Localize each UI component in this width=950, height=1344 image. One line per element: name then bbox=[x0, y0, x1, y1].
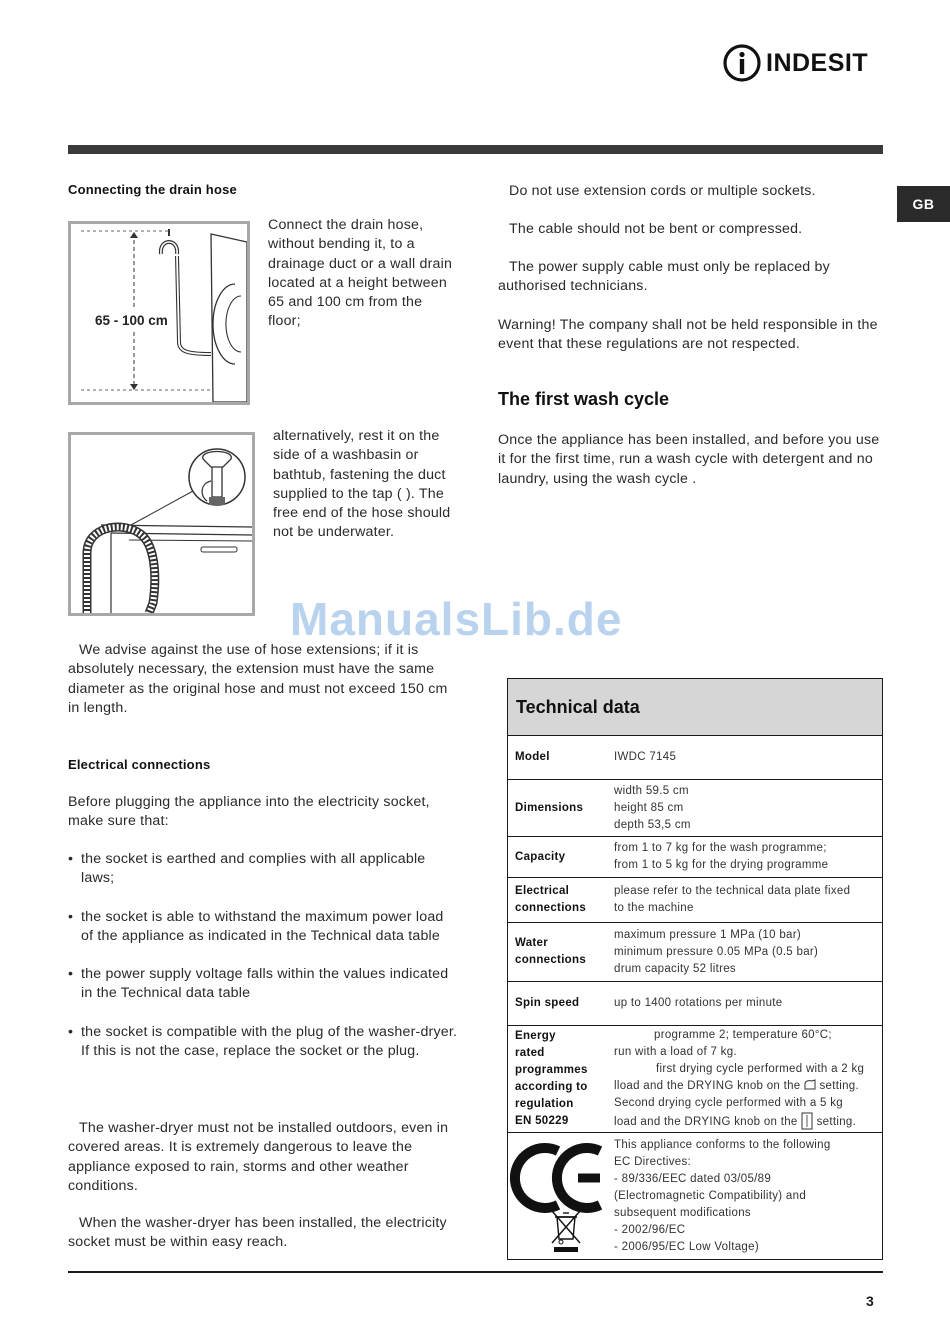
power-cable-text: The power supply cable must only be replaced by authorised technicians. bbox=[498, 259, 830, 295]
first-wash-text: Once the appliance has been installed, and before you use it for the first time, run a wash cycle with detergent and no laundry, using the wash cycle . bbox=[498, 432, 880, 487]
row-label-line: Electrical bbox=[515, 885, 570, 897]
row-label-line: Energy bbox=[515, 1030, 556, 1042]
table-row bbox=[508, 982, 882, 1026]
row-value: run with a load of 7 kg. bbox=[614, 1046, 737, 1058]
row-value: depth 53,5 cm bbox=[614, 818, 691, 831]
row-value: up to 1400 rotations per minute bbox=[614, 997, 783, 1009]
row-label bbox=[508, 1026, 608, 1132]
drain-hose-text: Connect the drain hose, without bending it, to a drainage duct or a wall drain located at a height between 65 and 100 cm from the floor; bbox=[268, 217, 453, 330]
washbasin-hose-illustration bbox=[71, 435, 252, 613]
extension-cords-text: Do not use extension cords or multiple sockets. bbox=[509, 183, 816, 199]
row-value: setting. bbox=[816, 1116, 857, 1128]
row-label: Dimensions bbox=[515, 801, 584, 814]
row-value-with-icon bbox=[614, 1112, 874, 1131]
drain-height-label: 65 - 100 cm bbox=[95, 313, 168, 328]
page-number: 3 bbox=[866, 1293, 874, 1309]
watermark: ManualsLib.de bbox=[290, 593, 623, 645]
row-value: EC Directives: bbox=[614, 1155, 692, 1168]
row-value: load and the DRYING knob on the bbox=[614, 1116, 798, 1128]
row-label-line: programmes bbox=[515, 1064, 588, 1076]
list-item: • the socket is compatible with the plug of the washer-dryer. If this is not the case, replace the socket or the plug. bbox=[68, 1023, 458, 1062]
row-value: IWDC 7145 bbox=[614, 751, 677, 763]
row-value: height 85 cm bbox=[614, 801, 684, 814]
row-label-line: Water bbox=[515, 937, 549, 949]
row-value: please refer to the technical data plate fixed bbox=[614, 885, 851, 897]
table-row bbox=[508, 780, 882, 837]
washbasin-figure bbox=[68, 432, 255, 616]
table-row bbox=[508, 1133, 882, 1259]
row-label-line: connections bbox=[515, 902, 587, 914]
list-item: • the power supply voltage falls within the values indicated in the Technical data table bbox=[68, 965, 458, 1004]
row-value: maximum pressure 1 MPa (10 bar) bbox=[614, 928, 801, 941]
list-item: • the socket is earthed and complies with all applicable laws; bbox=[68, 850, 458, 889]
row-value: - 89/336/EEC dated 03/05/89 bbox=[614, 1172, 772, 1185]
bottom-divider bbox=[68, 1271, 883, 1273]
row-value: (Electromagnetic Compatibility) and bbox=[614, 1189, 807, 1202]
drying-setting-icon bbox=[804, 1079, 816, 1090]
row-label-line: regulation bbox=[515, 1098, 574, 1110]
row-value: Second drying cycle performed with a 5 kg bbox=[614, 1097, 843, 1109]
technical-data-title: Technical data bbox=[516, 696, 640, 717]
drain-hose-heading: Connecting the drain hose bbox=[68, 182, 237, 197]
indesit-logo-icon bbox=[722, 43, 762, 83]
weee-bin-icon bbox=[550, 1209, 582, 1253]
row-label bbox=[508, 923, 608, 981]
electrical-intro: Before plugging the appliance into the electricity socket, make sure that: bbox=[68, 794, 430, 830]
brand-logo bbox=[722, 40, 887, 86]
row-label: Model bbox=[515, 751, 550, 763]
row-label-line: rated bbox=[515, 1047, 545, 1059]
row-value: drum capacity 52 litres bbox=[614, 962, 736, 975]
row-value: lload and the DRYING knob on the bbox=[614, 1080, 801, 1092]
row-value: - 2006/95/EC Low Voltage) bbox=[614, 1240, 759, 1253]
row-label: Capacity bbox=[515, 850, 566, 863]
row-value: minimum pressure 0.05 MPa (0.5 bar) bbox=[614, 945, 819, 958]
socket-reach-text: When the washer-dryer has been installed, the electricity socket must be within easy reach. bbox=[68, 1215, 447, 1251]
row-label bbox=[508, 878, 608, 922]
electrical-checklist bbox=[68, 850, 458, 1080]
list-item: • the socket is able to withstand the maximum power load of the appliance as indicated in the Technical data table bbox=[68, 908, 458, 947]
row-value: programme 2; temperature 60°C; bbox=[654, 1029, 832, 1041]
first-wash-heading: The first wash cycle bbox=[498, 389, 670, 409]
row-value-with-icon bbox=[614, 1078, 874, 1095]
row-label: Spin speed bbox=[515, 997, 580, 1009]
brand-name: INDESIT bbox=[766, 48, 869, 77]
table-row bbox=[508, 736, 882, 780]
table-row bbox=[508, 878, 882, 923]
language-tab: GB bbox=[897, 186, 950, 222]
certification-marks bbox=[508, 1133, 608, 1259]
washbasin-text: alternatively, rest it on the side of a washbasin or bathtub, fastening the duct supplied to the tap ( ). The free end of the hose should not be underwater. bbox=[273, 428, 451, 541]
row-value: width 59.5 cm bbox=[614, 784, 689, 797]
outdoor-warning-text: The washer-dryer must not be installed outdoors, even in covered areas. It is extremely dangerous to leave the appliance exposed to rain, storms and other weather conditions. bbox=[68, 1120, 449, 1194]
row-value: from 1 to 5 kg for the drying programme bbox=[614, 859, 829, 871]
top-divider bbox=[68, 145, 883, 154]
technical-data-header bbox=[508, 679, 882, 736]
row-value: from 1 to 7 kg for the wash programme; bbox=[614, 842, 827, 854]
row-value: first drying cycle performed with a 2 kg bbox=[656, 1063, 865, 1075]
table-row bbox=[508, 923, 882, 982]
row-value: subsequent modifications bbox=[614, 1206, 751, 1219]
warning-text: Warning! The company shall not be held responsible in the event that these regulations are not respected. bbox=[498, 317, 878, 353]
row-label-line: according to bbox=[515, 1081, 588, 1093]
drain-height-figure bbox=[68, 221, 250, 405]
table-row bbox=[508, 837, 882, 878]
table-row bbox=[508, 1026, 882, 1133]
drying-setting-icon bbox=[801, 1112, 813, 1130]
row-label-line: EN 50229 bbox=[515, 1115, 569, 1127]
extension-text: We advise against the use of hose extensions; if it is absolutely necessary, the extension must have the same diameter as the original hose and must not exceed 150 cm in length. bbox=[68, 642, 448, 716]
row-label-line: connections bbox=[515, 954, 587, 966]
cable-text: The cable should not be bent or compressed. bbox=[509, 221, 803, 237]
row-value: setting. bbox=[819, 1080, 859, 1092]
row-value: to the machine bbox=[614, 902, 694, 914]
row-value: This appliance conforms to the following bbox=[614, 1138, 831, 1151]
electrical-heading: Electrical connections bbox=[68, 757, 211, 772]
row-value: - 2002/96/EC bbox=[614, 1223, 686, 1236]
technical-data-table bbox=[507, 678, 883, 1260]
